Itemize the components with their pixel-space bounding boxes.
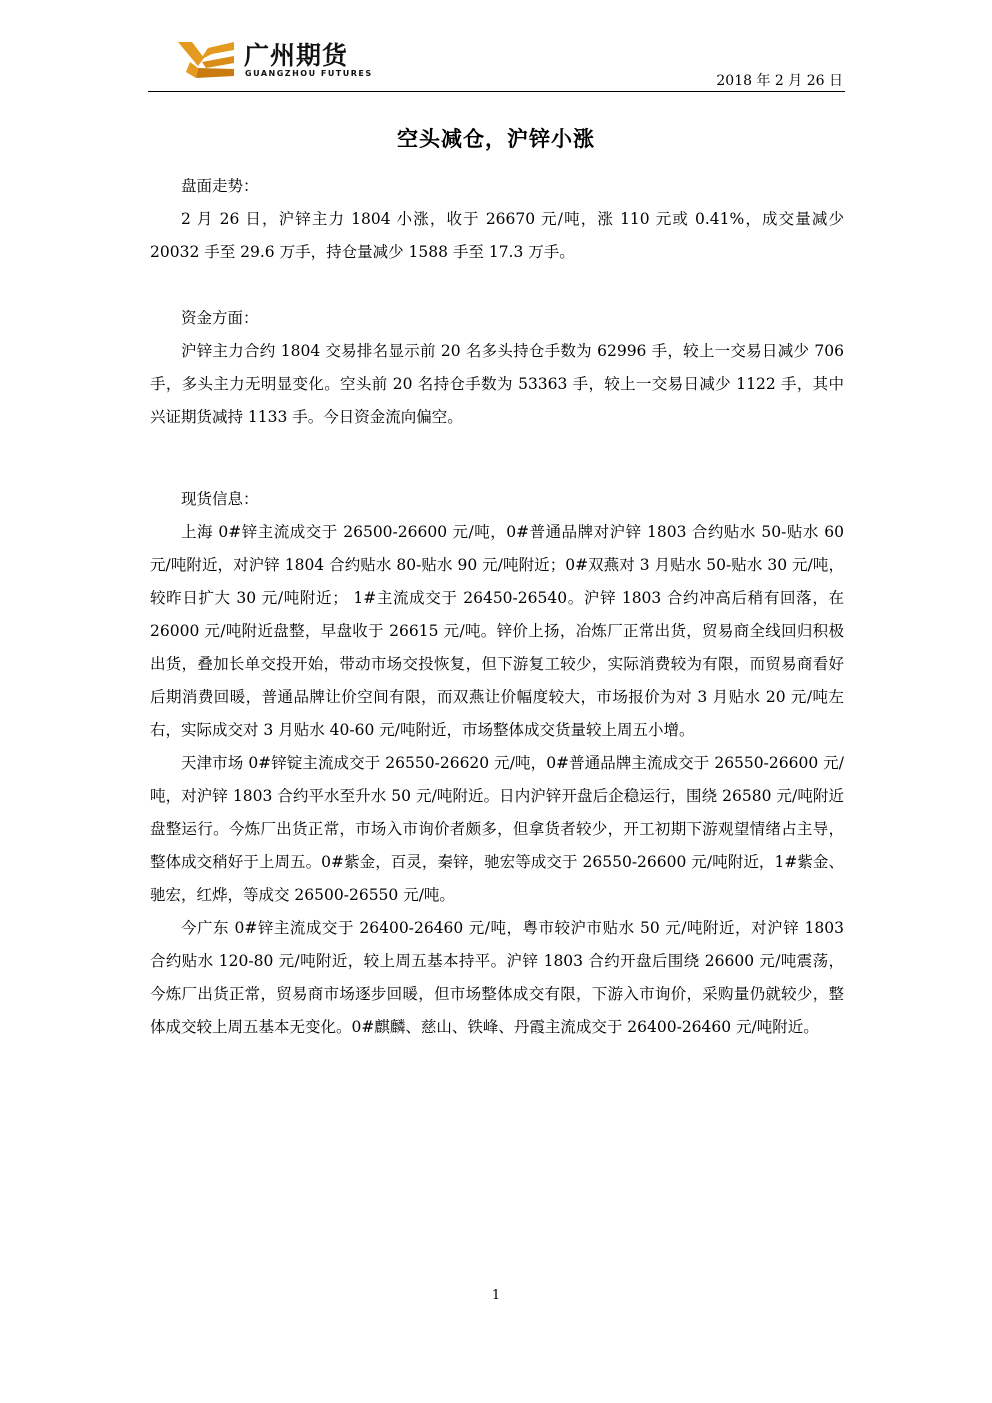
paragraph: 沪锌主力合约 1804 交易排名显示前 20 名多头持仓手数为 62996 手，较上一交易日减少 706 手，多头主力无明显变化。空头前 20 名持仓手数为 53363 手，较上一交易日减少 1122 手，其中兴证期货减持 1133 手。今日资金流向偏空。: [150, 342, 844, 426]
paragraph: 2 月 26 日，沪锌主力 1804 小涨，收于 26670 元/吨，涨 110 元或 0.41%，成交量减少 20032 手至 29.6 万手，持仓量减少 1588 手至 17.3 万手。: [150, 210, 844, 261]
report-date: 2018 年 2 月 26 日: [716, 73, 843, 89]
report-title: 空头减仓，沪锌小涨: [397, 127, 595, 151]
section-heading: 现货信息：: [181, 490, 259, 508]
page-number: 1: [491, 1288, 501, 1303]
paragraph: 今广东 0#锌主流成交于 26400-26460 元/吨，粤市较沪市贴水 50 元/吨附近，对沪锌 1803 合约贴水 120-80 元/吨附近，较上周五基本持平。沪锌 1803 合约开盘后围绕 26600 元/吨震荡，今炼厂出货正常，贸易商市场逐步回暖，但市场整体成交有限，下游入市询价，采购量仍就较少，整体成交较上周五基本无变化。0#麒麟、慈山、铁峰、丹霞主流成交于 26400-26460 元/吨附近。: [150, 919, 844, 1036]
section-funds: [150, 302, 844, 434]
section-market: [150, 170, 844, 269]
paragraph: 上海 0#锌主流成交于 26500-26600 元/吨，0#普通品牌对沪锌 1803 合约贴水 50-贴水 60 元/吨附近，对沪锌 1804 合约贴水 80-贴水 90 元/吨附近；0#双燕对 3 月贴水 50-贴水 30 元/吨，较昨日扩大 30 元/吨附近； 1#主流成交于 26450-26540。沪锌 1803 合约冲高后稍有回落，在 26000 元/吨附近盘整，早盘收于 26615 元/吨。锌价上扬，冶炼厂正常出货，贸易商全线回归积极出货，叠加长单交投开始，带动市场交投恢复，但下游复工较少，实际消费较为有限，而贸易商看好后期消费回暖，普通品牌让价空间有限，而双燕让价幅度较大，市场报价为对 3 月贴水 20 元/吨左右，实际成交对 3 月贴水 40-60 元/吨附近，市场整体成交货量较上周五小增。: [150, 523, 844, 739]
header-divider: [148, 91, 845, 92]
logo-english-name: GUANGZHOU FUTURES: [245, 69, 373, 78]
report-body: [150, 170, 844, 1044]
logo-chinese-name: 广州期货: [244, 41, 349, 70]
paragraph: 天津市场 0#锌锭主流成交于 26550-26620 元/吨，0#普通品牌主流成交于 26550-26600 元/吨，对沪锌 1803 合约平水至升水 50 元/吨附近。日内沪锌开盘后企稳运行，围绕 26580 元/吨附近盘整运行。今炼厂出货正常，市场入市询价者颇多，但拿货者较少，开工初期下游观望情绪占主导，整体成交稍好于上周五。0#紫金，百灵，秦锌，驰宏等成交于 26550-26600 元/吨附近，1#紫金、驰宏，红烨，等成交 26500-26550 元/吨。: [150, 754, 844, 904]
page-header: [148, 36, 845, 94]
section-heading: 资金方面：: [181, 309, 259, 327]
guangzhou-futures-logo-icon: [176, 38, 236, 80]
section-heading: 盘面走势：: [181, 177, 259, 195]
section-spot: [150, 483, 844, 1044]
